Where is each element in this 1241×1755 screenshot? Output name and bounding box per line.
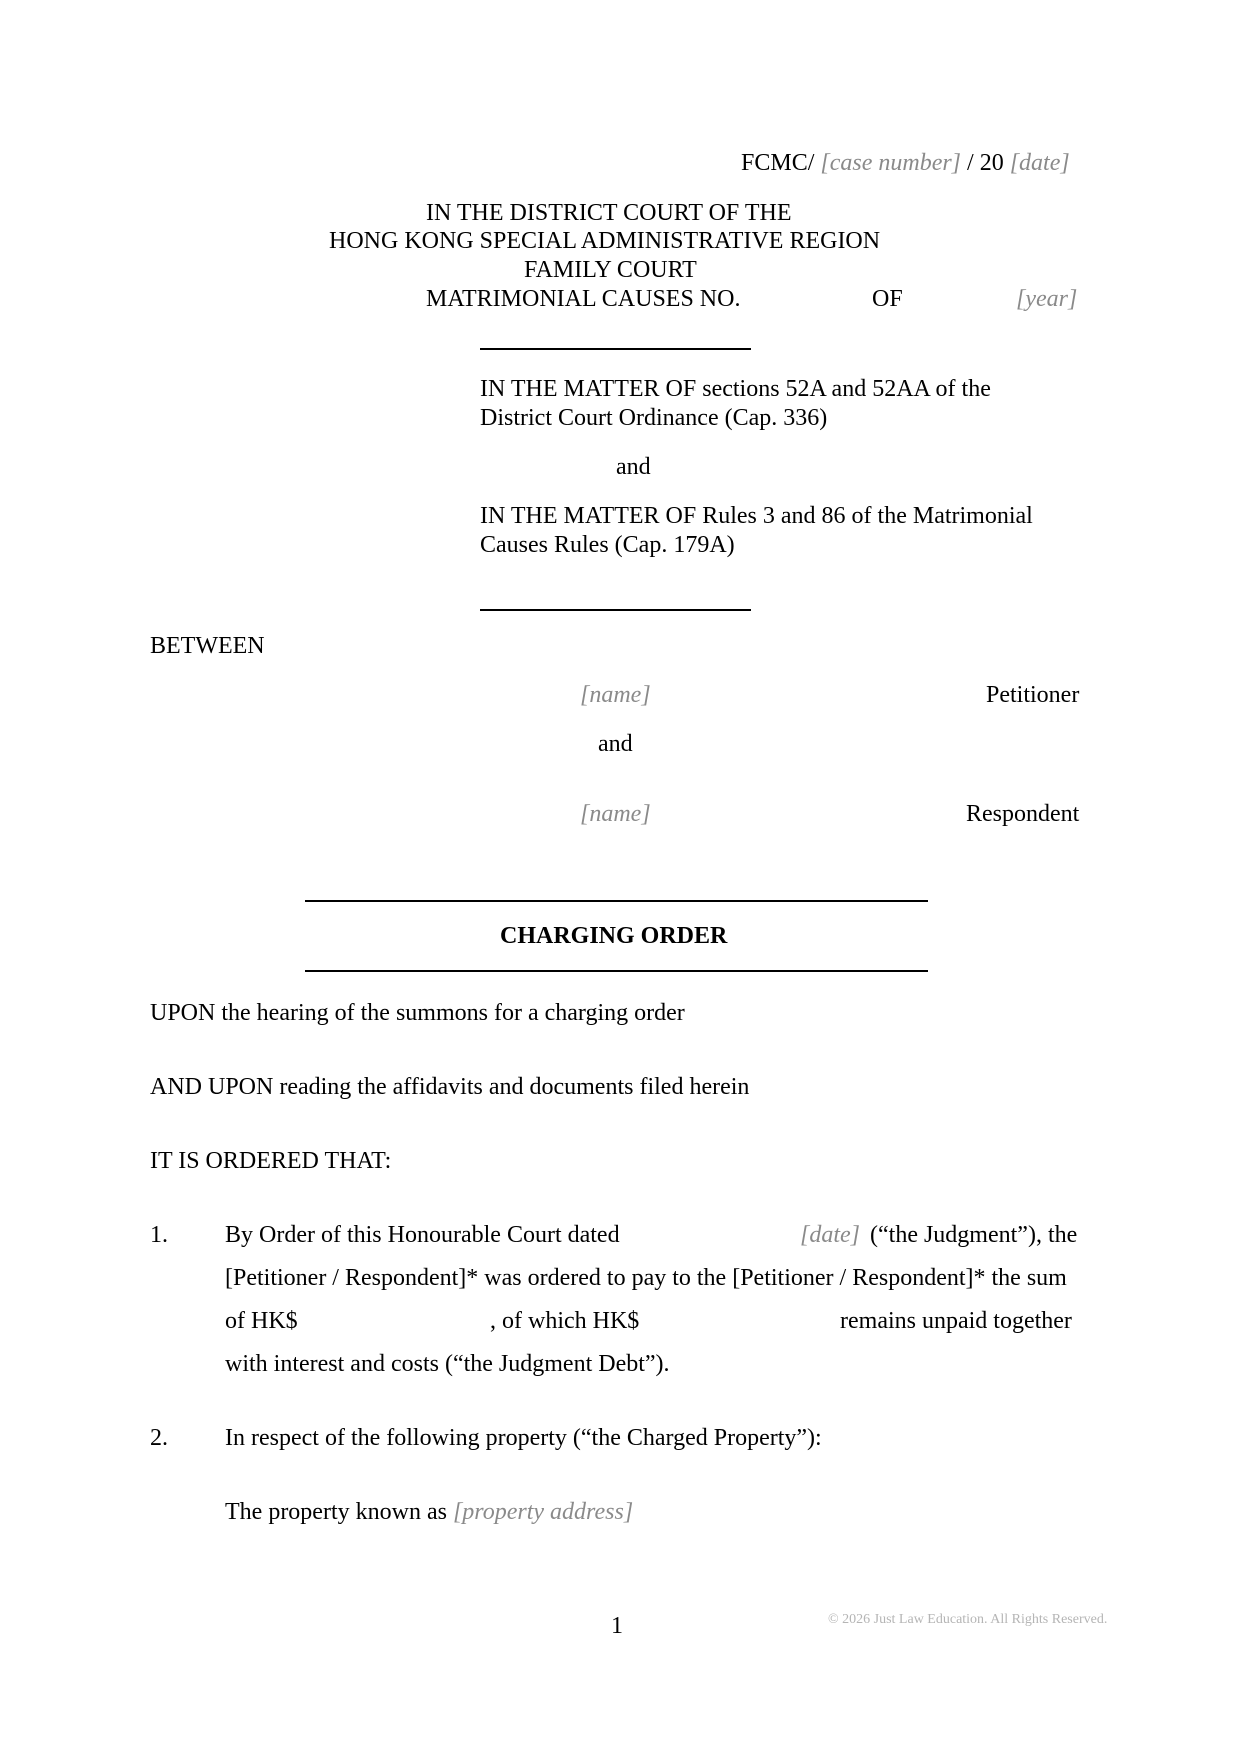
ordered-heading: IT IS ORDERED THAT:	[150, 1148, 392, 1174]
para-1-line-3a: of HK$	[225, 1308, 298, 1334]
case-date-placeholder: [date]	[1009, 150, 1070, 176]
title-rule-top	[305, 900, 928, 902]
court-line-3: FAMILY COURT	[524, 257, 697, 283]
matter-2-line-1: IN THE MATTER OF Rules 3 and 86 of the Matrimonial	[480, 503, 1033, 529]
case-number-placeholder: [case number]	[820, 150, 962, 176]
para-1-line-3b: , of which HK$	[490, 1308, 640, 1334]
matter-2-line-2: Causes Rules (Cap. 179A)	[480, 532, 735, 558]
recital-1: UPON the hearing of the summons for a charging order	[150, 1000, 685, 1026]
para-1-line-2: [Petitioner / Respondent]* was ordered to pay to the [Petitioner / Respondent]* the sum	[225, 1265, 1067, 1291]
para-2-line-2	[225, 1498, 633, 1527]
year-placeholder: [year]	[1016, 286, 1078, 312]
respondent-role: Respondent	[966, 801, 1080, 827]
petitioner-name-placeholder: [name]	[580, 682, 651, 708]
divider-short-1	[480, 348, 751, 350]
petitioner-role: Petitioner	[986, 682, 1080, 708]
para-1-line-1a: By Order of this Honourable Court dated	[225, 1222, 620, 1248]
document-title: CHARGING ORDER	[500, 923, 728, 949]
para-2-line-1: In respect of the following property (“the Charged Property”):	[225, 1425, 822, 1451]
matrimonial-causes-no: MATRIMONIAL CAUSES NO.	[426, 286, 741, 312]
property-known-as: The property known as	[225, 1499, 447, 1525]
judgment-date-placeholder: [date]	[800, 1222, 860, 1248]
copyright-notice: © 2026 Just Law Education. All Rights Reserved.	[828, 1612, 1108, 1627]
para-1-number: 1.	[150, 1222, 168, 1248]
respondent-name-placeholder: [name]	[580, 801, 651, 827]
court-line-2: HONG KONG SPECIAL ADMINISTRATIVE REGION	[329, 228, 881, 254]
para-2-number: 2.	[150, 1425, 168, 1451]
recital-2: AND UPON reading the affidavits and documents filed herein	[150, 1074, 750, 1100]
matter-1-line-1: IN THE MATTER OF sections 52A and 52AA of the	[480, 376, 991, 402]
and-connector-1: and	[616, 454, 651, 480]
case-reference	[741, 149, 1070, 178]
court-line-1: IN THE DISTRICT COURT OF THE	[426, 200, 792, 226]
page-number: 1	[611, 1613, 623, 1639]
matter-1-line-2: District Court Ordinance (Cap. 336)	[480, 405, 828, 431]
of-label: OF	[872, 286, 903, 312]
divider-short-2	[480, 609, 751, 611]
between-label: BETWEEN	[150, 633, 265, 659]
case-year-sep: / 20	[967, 150, 1004, 176]
para-1-line-4: with interest and costs (“the Judgment Debt”).	[225, 1351, 670, 1377]
and-connector-2: and	[598, 731, 633, 757]
case-prefix: FCMC/	[741, 150, 815, 176]
title-rule-bottom	[305, 970, 928, 972]
property-address-placeholder: [property address]	[452, 1499, 634, 1525]
para-1-line-1b: (“the Judgment”), the	[870, 1222, 1078, 1248]
para-1-line-3c: remains unpaid together	[840, 1308, 1072, 1334]
